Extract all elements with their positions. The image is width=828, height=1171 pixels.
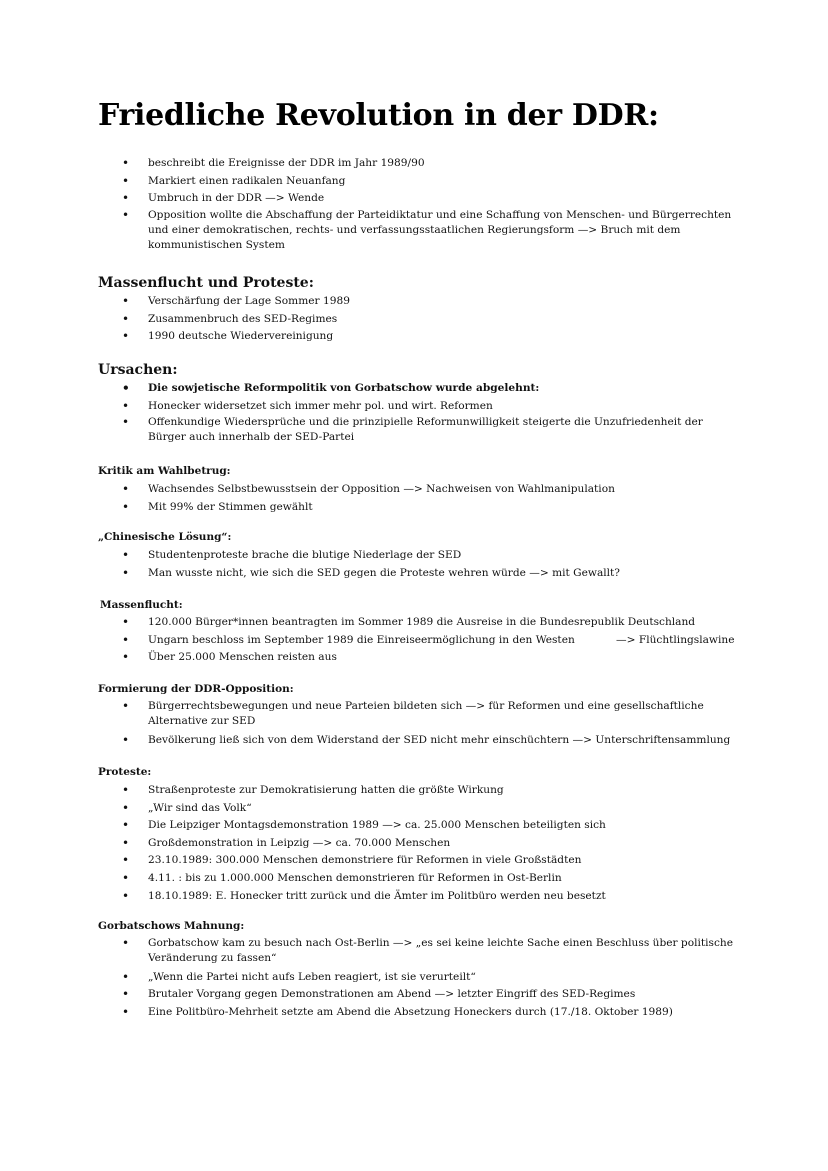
list-item: • Zusammenbruch des SED-Regimes [98,311,738,329]
list-item: • Opposition wollte die Abschaffung der Parteidiktatur und eine Schaffung von Menschen- und Bürgerrechten und einer demokratischen, rechts- und verfassungsstaatlichen Regierungsform —> Bruch mit dem kommunistischen System [98,208,738,253]
section-list [98,380,738,445]
section-wahlbetrug [98,464,738,516]
list-item: • Umbruch in der DDR —> Wende [98,190,738,208]
list-item: • Markiert einen radikalen Neuanfang [98,173,738,191]
section-list [98,699,738,749]
list-item: • Studentenproteste brache die blutige Niederlage der SED [98,547,738,565]
section-list [98,936,738,1021]
list-item: • beschreibt die Ereignisse der DDR im Jahr 1989/90 [98,155,738,173]
list-item: • „Wir sind das Volk“ [98,800,738,818]
intro-list [98,155,738,253]
list-item: • Offenkundige Wiedersprüche und die prinzipielle Reformunwilligkeit steigerte die Unzufriedenheit der Bürger auch innerhalb der SED-Partei [98,415,738,445]
list-item: • 23.10.1989: 300.000 Menschen demonstriere für Reformen in viele Großstädten [98,852,738,870]
list-item: • Verschärfung der Lage Sommer 1989 [98,293,738,311]
list-item: • Gorbatschow kam zu besuch nach Ost-Berlin —> „es sei keine leichte Sache einen Beschluss über politische Veränderung zu fassen“ [98,936,738,966]
section-chinesische-loesung [98,530,738,582]
list-item: • Brutaler Vorgang gegen Demonstrationen am Abend —> letzter Eingriff des SED-Regimes [98,986,738,1004]
list-item: • Man wusste nicht, wie sich die SED gegen die Proteste wehren würde —> mit Gewallt? [98,565,738,583]
page-title: Friedliche Revolution in der DDR: [98,98,659,133]
list-item: • Die sowjetische Reformpolitik von Gorbatschow wurde abgelehnt: [98,380,738,398]
list-item: • Straßenproteste zur Demokratisierung hatten die größte Wirkung [98,782,738,800]
list-item: • Bevölkerung ließ sich von dem Widerstand der SED nicht mehr einschüchtern —> Unterschriftensammlung [98,732,738,750]
list-item: • 18.10.1989: E. Honecker tritt zurück und die Ämter im Politbüro werden neu besetzt [98,888,738,906]
section-formierung [98,682,738,749]
list-item: • Bürgerrechtsbewegungen und neue Parteien bildeten sich —> für Reformen und eine gesellschaftliche Alternative zur SED [98,699,738,729]
list-item: • 120.000 Bürger*innen beantragten im Sommer 1989 die Ausreise in die Bundesrepublik Deutschland [98,614,740,632]
section-list [98,782,738,905]
intro-section [98,155,738,255]
section-heading: Massenflucht: [100,599,183,611]
section-heading: Ursachen: [98,362,178,378]
list-item: • Mit 99% der Stimmen gewählt [98,499,738,517]
list-item: • 4.11. : bis zu 1.000.000 Menschen demonstrieren für Reformen in Ost-Berlin [98,870,738,888]
list-item: • Honecker widersetzet sich immer mehr pol. und wirt. Reformen [98,398,738,416]
section-heading: Gorbatschows Mahnung: [98,920,245,932]
section-ursachen [98,361,738,448]
section-heading: Massenflucht und Proteste: [98,275,314,291]
section-list [98,614,740,667]
section-heading: „Chinesische Lösung“: [98,531,232,543]
list-item: • Wachsendes Selbstbewusstsein der Opposition —> Nachweisen von Wahlmanipulation [98,481,738,499]
list-item: • 1990 deutsche Wiedervereinigung [98,328,738,346]
section-gorbatschow-mahnung [98,919,738,1021]
list-item-text: Ungarn beschloss im September 1989 die Einreiseermöglichung in den Westen [148,633,575,646]
section-proteste [98,765,738,905]
list-item [98,632,740,650]
list-item: • Großdemonstration in Leipzig —> ca. 70.000 Menschen [98,835,738,853]
section-heading: Formierung der DDR-Opposition: [98,683,294,695]
section-list [98,293,738,346]
list-item: • „Wenn die Partei nicht aufs Leben reagiert, ist sie verurteilt“ [98,969,738,987]
list-item-tab-text: —> Flüchtlingslawine [616,633,735,646]
list-item: • Über 25.000 Menschen reisten aus [98,649,740,667]
section-massenflucht [100,598,740,667]
section-heading: Proteste: [98,766,152,778]
list-item: • Eine Politbüro-Mehrheit setzte am Abend die Absetzung Honeckers durch (17./18. Oktober 1989) [98,1004,738,1022]
section-heading: Kritik am Wahlbetrug: [98,465,231,477]
list-item: • Die Leipziger Montagsdemonstration 1989 —> ca. 25.000 Menschen beteiligten sich [98,817,738,835]
section-massenflucht-proteste [98,274,738,346]
section-list [98,547,738,582]
section-list [98,481,738,516]
